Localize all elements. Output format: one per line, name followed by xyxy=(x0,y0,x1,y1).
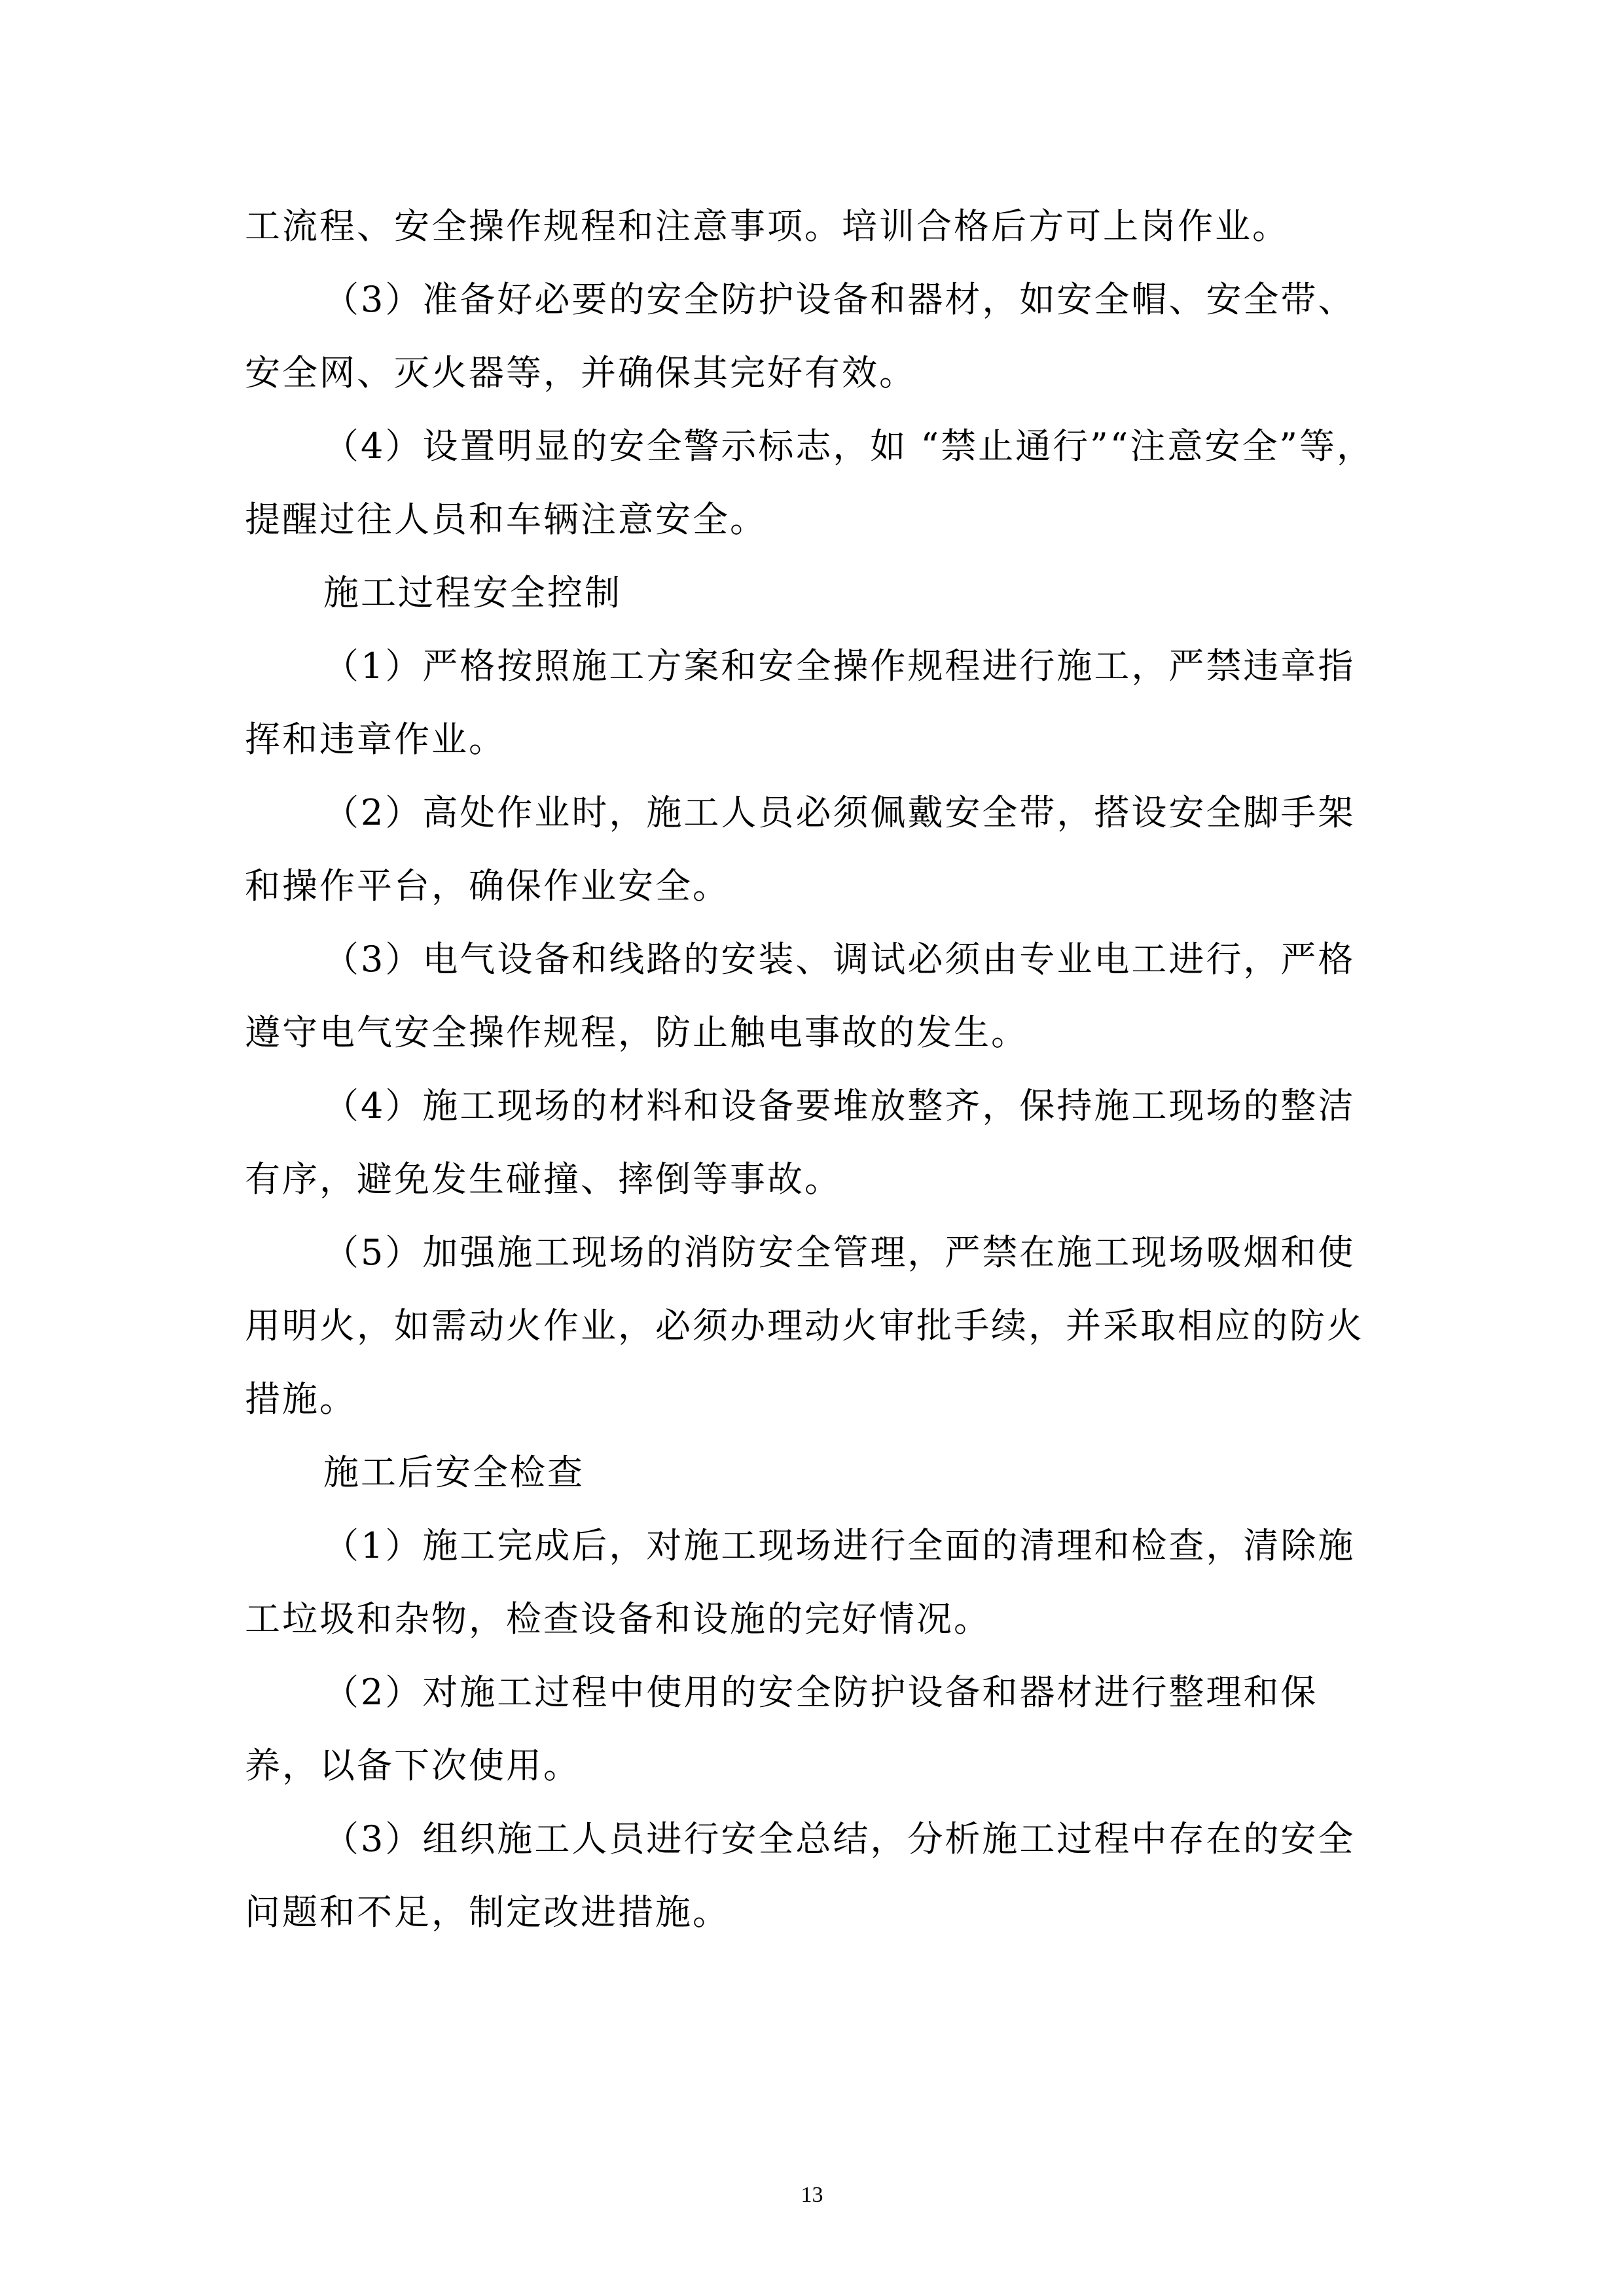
section-heading-post-inspection: 施工后安全检查 xyxy=(323,1452,585,1493)
paragraph-inspection-item-3: （3）组织施工人员进行安全总结，分析施工过程中存在的安全问题和不足，制定改进措施。 xyxy=(245,1818,1356,1933)
paragraph-item-4-signs: （4）设置明显的安全警示标志，如 “禁止通行”“注意安全”等，提醒过往人员和车辆注意安全。 xyxy=(245,425,1374,540)
paragraph-continuation: 工流程、安全操作规程和注意事项。培训合格后方可上岗作业。 xyxy=(245,206,1290,247)
paragraph-inspection-item-2: （2）对施工过程中使用的安全防护设备和器材进行整理和保养，以备下次使用。 xyxy=(245,1672,1318,1786)
paragraph-control-item-3: （3）电气设备和线路的安装、调试必须由专业电工进行，严格遵守电气安全操作规程，防止触电事故的发生。 xyxy=(245,939,1356,1053)
paragraph-control-item-2: （2）高处作业时，施工人员必须佩戴安全带，搭设安全脚手架和操作平台，确保作业安全。 xyxy=(245,792,1356,906)
section-heading-construction-control: 施工过程安全控制 xyxy=(323,572,622,613)
paragraph-item-3-equipment: （3）准备好必要的安全防护设备和器材，如安全帽、安全带、安全网、灭火器等，并确保其完好有效。 xyxy=(245,279,1356,393)
paragraph-control-item-1: （1）严格按照施工方案和安全操作规程进行施工，严禁违章指挥和违章作业。 xyxy=(245,645,1356,760)
page-number: 13 xyxy=(801,2183,823,2207)
paragraph-control-item-5: （5）加强施工现场的消防安全管理，严禁在施工现场吸烟和使用明火，如需动火作业，必须办理动火审批手续，并采取相应的防火措施。 xyxy=(245,1232,1364,1420)
paragraph-inspection-item-1: （1）施工完成后，对施工现场进行全面的清理和检查，清除施工垃圾和杂物，检查设备和设施的完好情况。 xyxy=(245,1525,1356,1640)
paragraph-control-item-4: （4）施工现场的材料和设备要堆放整齐，保持施工现场的整洁有序，避免发生碰撞、摔倒等事故。 xyxy=(245,1085,1356,1200)
document-body xyxy=(245,190,1380,1949)
